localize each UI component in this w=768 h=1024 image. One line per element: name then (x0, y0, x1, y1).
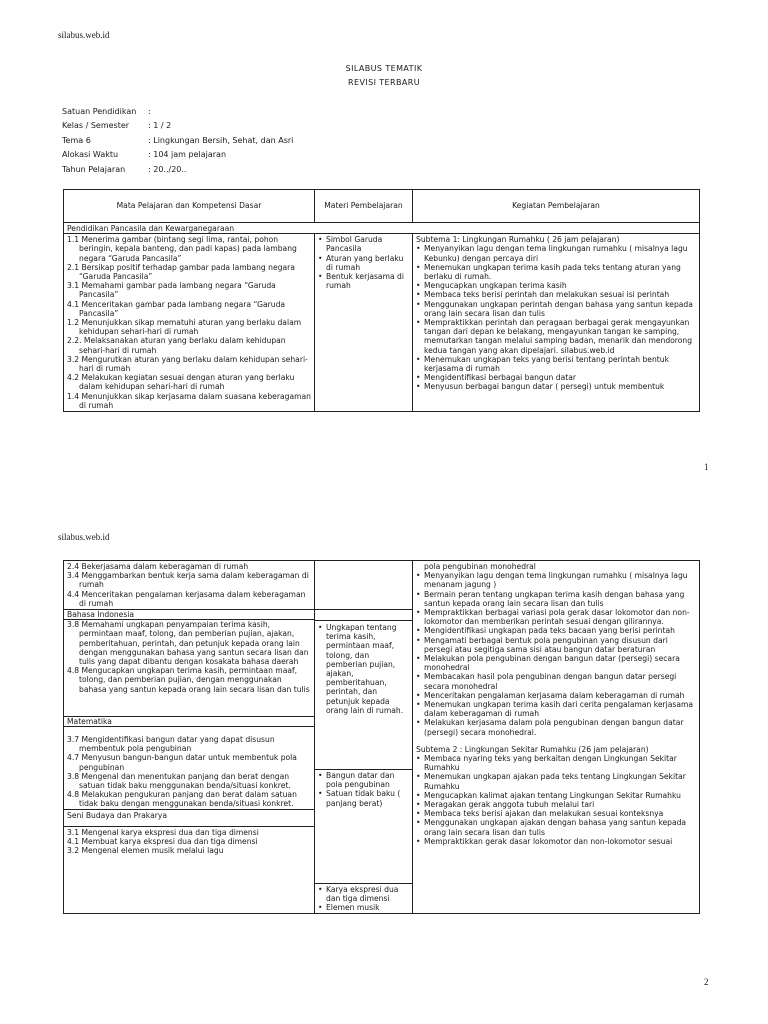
info-row (62, 104, 293, 119)
subtema-heading: Subtema 1: Lingkungan Rumahku ( 26 jam pelajaran) (416, 235, 620, 245)
materi-item: • Elemen musik (318, 903, 409, 912)
kd-item: 4.1 Menceritakan gambar pada lambang negara “Garuda Pancasila” (67, 299, 286, 318)
info-row (62, 162, 293, 177)
kd-item: 4.7 Menyusun bangun-bangun datar untuk membentuk pola pengubinan (67, 753, 297, 772)
kegiatan-item: • Melakukan kerjasama dalam pola pengubinan dengan bangun datar (persegi) secara monohedral. (416, 718, 696, 736)
header-materi: Materi Pembelajaran (315, 190, 413, 223)
page-number: 2 (704, 977, 709, 987)
kegiatan-item: • Melakukan pola pengubinan dengan bangun datar (persegi) secara monohedral (416, 654, 696, 672)
subtema-heading: Subtema 2 : Lingkungan Sekitar Rumahku (26 jam pelajaran) (416, 744, 649, 754)
kegiatan-item: • Membacakan hasil pola pengubinan dengan bangun datar persegi secara monohedral (416, 672, 696, 690)
materi-item: • Simbol Garuda Pancasila (318, 235, 409, 253)
kegiatan-item: • Menemukan ungkapan terima kasih pada teks tentang aturan yang berlaku di rumah. (416, 263, 696, 281)
info-label: Tahun Pelajaran (62, 164, 126, 174)
syllabus-table-page-2 (63, 560, 700, 914)
kd-item: 3.4 Menggambarkan bentuk kerja sama dalam keberagaman di rumah (67, 571, 309, 590)
kegiatan-item: • Membaca teks berisi ajakan dan melakukan sesuai konteksnya (416, 809, 696, 818)
materi-group-mtk (315, 769, 412, 883)
section-title: Seni Budaya dan Prakarya (64, 809, 314, 826)
kegiatan-item: • Mengucapkan kalimat ajakan tentang Lingkungan Sekitar Rumahku (416, 791, 696, 800)
info-row (62, 133, 293, 148)
kegiatan-item: • Menyusun berbagai bangun datar ( persegi) untuk membentuk (416, 382, 696, 391)
info-label: Kelas / Semester (62, 121, 130, 131)
kegiatan-item: • Mengucapkan ungkapan terima kasih (416, 281, 696, 290)
header-kompetensi: Mata Pelajaran dan Kompetensi Dasar (64, 190, 315, 223)
section-ppkn-row (64, 223, 700, 234)
materi-cell (315, 234, 413, 412)
kd-item: 2.2. Melaksanakan aturan yang berlaku dalam kehidupan sehari-hari di rumah (67, 336, 286, 355)
info-label: Tema 6 (62, 135, 91, 145)
kegiatan-item: • Membaca teks berisi perintah dan melakukan sesuai isi perintah (416, 290, 696, 299)
section-title: Pendidikan Pancasila dan Kewarganegaraan (67, 224, 235, 233)
kd-item: 4.8 Melakukan pengukuran panjang dan berat dalam satuan tidak baku dengan menggunakan benda/situasi konkret. (67, 790, 297, 809)
info-value: : 20../20.. (148, 164, 187, 174)
materi-group-sbdp (315, 883, 412, 913)
kegiatan-item: • Mempraktikkan gerak dasar lokomotor dan non-lokomotor sesuai (416, 837, 696, 846)
info-label: Satuan Pendidikan (62, 106, 137, 116)
site-label: silabus.web.id (58, 30, 110, 40)
info-value: : (148, 106, 151, 116)
title-line-2: REVISI TERBARU (348, 78, 420, 87)
kegiatan-item: • Menggunakan ungkapan ajakan dengan bahasa yang santun kepada orang lain secara lisan dan tulis (416, 818, 696, 836)
kegiatan-item: • Menceritakan pengalaman kerjasama dalam keberagaman di rumah (416, 691, 696, 700)
info-value: : 104 jam pelajaran (148, 150, 227, 160)
materi-item: • Aturan yang berlaku di rumah (318, 254, 409, 272)
kd-group-bi (64, 619, 314, 694)
kd-item: 3.2 Mengurutkan aturan yang berlaku dalam kehidupan sehari-hari di rumah (67, 354, 308, 374)
identity-block (62, 104, 293, 177)
page-2 (0, 512, 768, 1024)
kd-item: 4.4 Menceritakan pengalaman kerjasama dalam keberagaman di rumah (67, 589, 306, 608)
header-kegiatan: Kegiatan Pembelajaran (413, 190, 700, 223)
kegiatan-item: • Mengamati berbagai bentuk pola pengubinan yang disusun dari persegi atau segitiga sama sisi atau bangun datar beraturan (416, 636, 696, 654)
materi-item: • Karya ekspresi dua dan tiga dimensi (318, 885, 409, 903)
kd-item: 3.1 Memahami gambar pada lambang negara “Garuda Pancasila” (67, 281, 276, 300)
kegiatan-item: • Menggunakan ungkapan perintah dengan bahasa yang santun kepada orang lain secara lisan dan tulis (416, 300, 696, 318)
kegiatan-item: • Mempraktikkan berbagai variasi pola gerak dasar lokomotor dan non- lokomotor dan memberikan perintah sesuai dengan gilirannya. (416, 608, 696, 626)
kd-cell (64, 561, 315, 914)
info-row (62, 119, 293, 134)
kegiatan-item: • Menyanyikan lagu dengan tema lingkungan rumahku ( misalnya lagu Kebunku) dengan percaya diri (416, 244, 696, 262)
kegiatan-continuation: pola pengubinan monohedral (424, 562, 536, 571)
page-number: 1 (704, 462, 709, 472)
materi-item: • Bangun datar dan pola pengubinan (318, 771, 409, 789)
info-label: Alokasi Waktu (62, 150, 119, 160)
info-value: : 1 / 2 (148, 121, 172, 131)
kd-item: 4.2 Melakukan kegiatan sesuai dengan aturan yang berlaku dalam kehidupan sehari-hari di rumah (67, 373, 295, 392)
kegiatan-item: • Mempraktikkan perintah dan peragaan berbagai gerak mengayunkan tangan dari depan ke belakang, mengayunkan tangan ke samping, memutarkan tangan melalui samping badan, menarik dan mendorong kedua tangan yang akan dipelajari. silabus.web.id (416, 318, 696, 355)
kd-item: 2.1 Bersikap positif terhadap gambar pada lambang negara “Garuda Pancasila” (67, 262, 295, 282)
kd-item: 2.4 Bekerjasama dalam keberagaman di rumah (67, 562, 249, 571)
syllabus-table-page-1 (63, 189, 700, 412)
kd-item: 4.1 Membuat karya ekspresi dua dan tiga dimensi (67, 837, 258, 847)
materi-item: • Ungkapan tentang terima kasih, permintaan maaf, tolong, dan pemberian pujian, ajakan, pemberitahuan, perintah, dan petunjuk kepada orang lain di rumah. (318, 623, 409, 715)
materi-item: • Satuan tidak baku ( panjang berat) (318, 789, 409, 807)
kegiatan-cell (413, 234, 700, 412)
kegiatan-item: • Mengidentifikasi ungkapan pada teks bacaan yang berisi perintah (416, 626, 696, 635)
kd-item: 3.8 Memahami ungkapan penyampaian terima kasih, permintaan maaf, tolong, dan pemberian pujian, ajakan, pemberitahuan, perintah, dan petunjuk kepada orang lain dengan menggunakan bahasa yang santun secara lisan dan tulis yang dapat dibantu dengan kosakata bahasa daerah (67, 620, 309, 667)
materi-cell (315, 561, 413, 914)
section-title: Matematika (64, 716, 314, 726)
kegiatan-item: • Menemukan ungkapan terima kasih dari cerita pengalaman kerjasama dalam keberagaman di rumah (416, 700, 696, 718)
kegiatan-item: • Membaca nyaring teks yang berkaitan dengan Lingkungan Sekitar Rumahku (416, 754, 696, 772)
kegiatan-item: • Menyanyikan lagu dengan tema lingkungan rumahku ( misalnya lagu menanam jagung ) (416, 571, 696, 589)
kd-group-mtk (64, 726, 314, 809)
kd-item: 3.2 Mengenal elemen musik melalui lagu (67, 846, 224, 856)
section-title: Bahasa Indonesia (64, 609, 314, 619)
info-row (62, 148, 293, 163)
kd-item: 1.4 Menunjukkan sikap kerjasama dalam suasana keberagaman di rumah (67, 391, 311, 410)
kegiatan-item: • Bermain peran tentang ungkapan terima kasih dengan bahasa yang santun kepada orang lain secara lisan dan tulis (416, 590, 696, 608)
kegiatan-item: • Mengidentifikasi berbagai bangun datar (416, 373, 696, 382)
kegiatan-item: • Meragakan gerak anggota tubuh melalui tari (416, 800, 696, 809)
kegiatan-item: • Menemukan ungkapan teks yang berisi tentang perintah bentuk kerjasama di rumah (416, 355, 696, 373)
kd-item: 1.2 Menunjukkan sikap mematuhi aturan yang berlaku dalam kehidupan sehari-hari di rumah (67, 318, 302, 337)
materi-group-bi (315, 620, 412, 769)
kd-item: 3.8 Mengenal dan menentukan panjang dan berat dengan satuan tidak baku menggunakan benda/situasi konkret. (67, 771, 291, 791)
materi-item: • Bentuk kerjasama di rumah (318, 272, 409, 290)
kd-item: 3.7 Mengidentifikasi bangun datar yang dapat disusun membentuk pola pengubinan (67, 735, 275, 754)
info-value: : Lingkungan Bersih, Sehat, dan Asri (148, 135, 294, 145)
kd-item: 1.1 Menerima gambar (bintang segi lima, rantai, pohon beringin, kepala banteng, dan padi kapas) pada lambang negara “Garuda Pancasila” (67, 235, 297, 263)
title-line-1: SILABUS TEMATIK (345, 64, 423, 73)
kd-item: 3.1 Mengenal karya ekspresi dua dan tiga dimensi (67, 827, 259, 837)
kegiatan-item: • Menemukan ungkapan ajakan pada teks tentang Lingkungan Sekitar Rumahku (416, 772, 696, 790)
kd-item: 4.8 Mengucapkan ungkapan terima kasih, permintaan maaf, tolong, dan pemberian pujian, dengan menggunakan bahasa yang santun kepada orang lain secara lisan dan tulis (67, 666, 310, 694)
site-label: silabus.web.id (58, 532, 110, 542)
kegiatan-cell (413, 561, 700, 914)
kd-group-sbdp (64, 826, 314, 856)
kd-cell (64, 234, 315, 412)
